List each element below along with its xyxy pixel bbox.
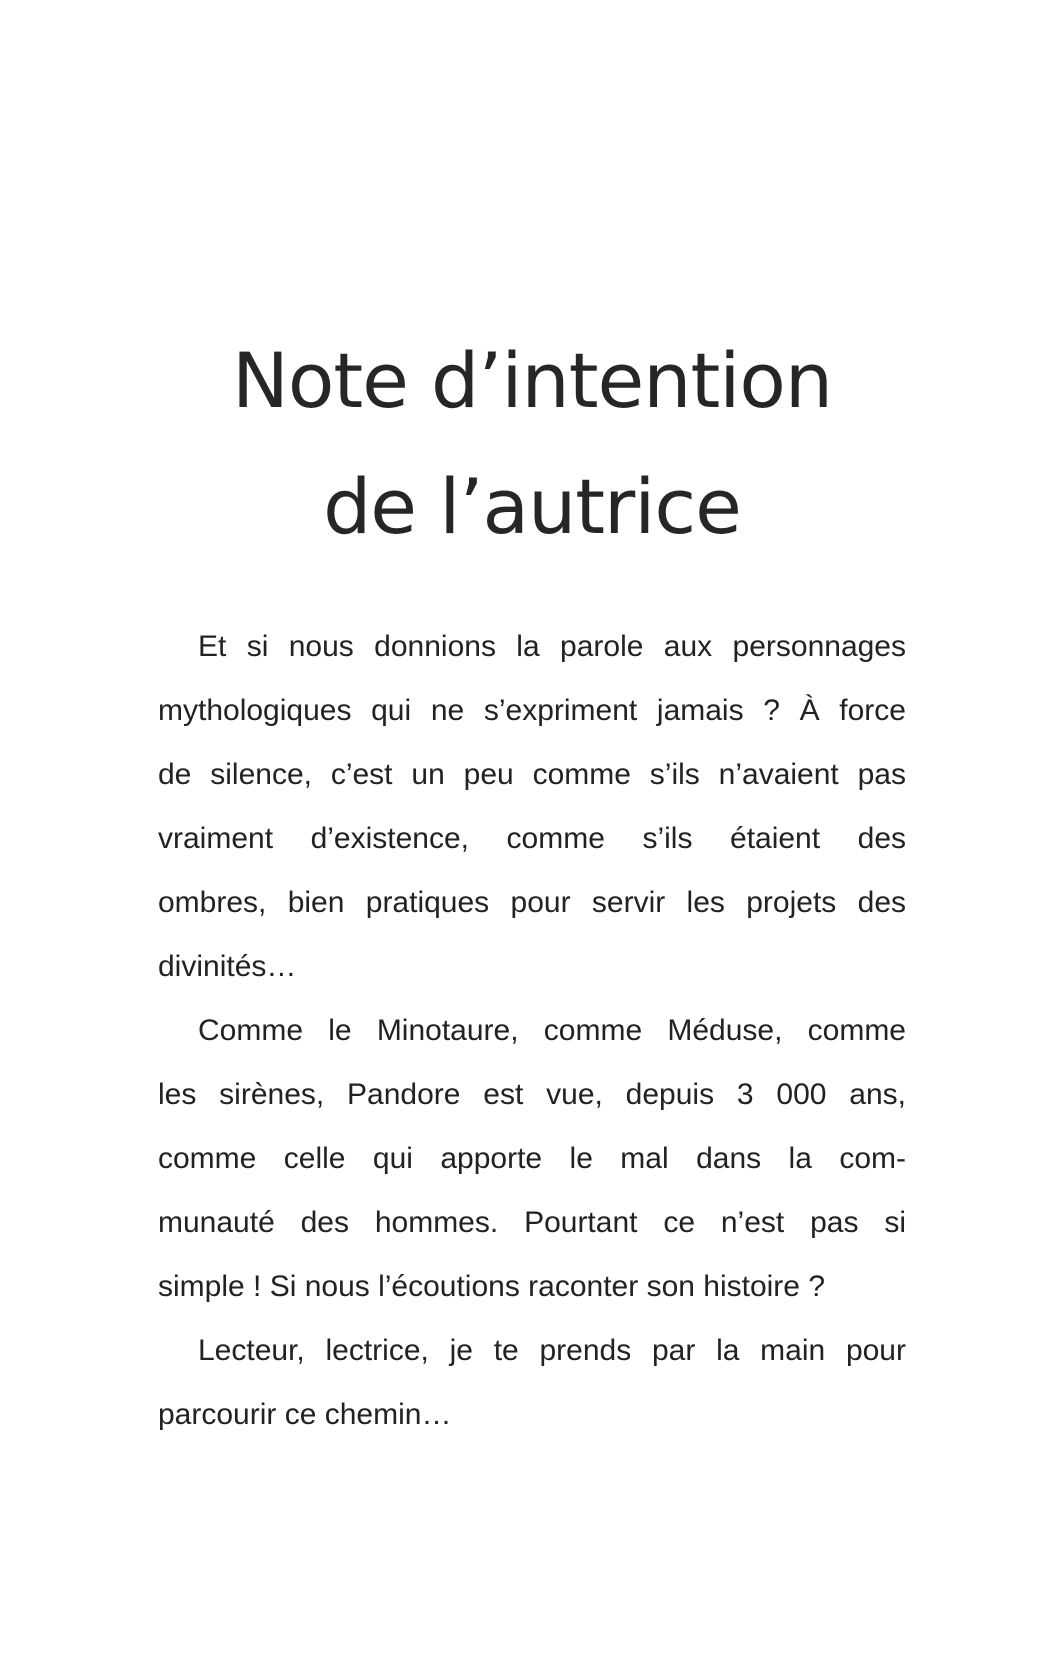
- text-line: ombres, bien pratiques pour servir les projets des: [158, 886, 906, 919]
- text-line: parcourir ce chemin…: [158, 1398, 452, 1431]
- body-text: [158, 615, 906, 1447]
- text-line: les sirènes, Pandore est vue, depuis 3 000 ans,: [158, 1078, 906, 1111]
- text-line: comme celle qui apporte le mal dans la com-: [158, 1142, 906, 1175]
- paragraph-1: [158, 615, 906, 999]
- text-line: simple ! Si nous l’écoutions raconter son histoire ?: [158, 1270, 826, 1303]
- page-title: [0, 318, 1064, 570]
- text-line: divinités…: [158, 950, 297, 983]
- title-line-1: Note d’intention: [231, 336, 833, 425]
- paragraph-3: [158, 1319, 906, 1447]
- text-line: de silence, c’est un peu comme s’ils n’avaient pas: [158, 758, 906, 791]
- paragraph-2: [158, 999, 906, 1319]
- text-line: munauté des hommes. Pourtant ce n’est pas si: [158, 1206, 906, 1239]
- text-line: Et si nous donnions la parole aux personnages: [198, 630, 906, 663]
- text-line: vraiment d’existence, comme s’ils étaient des: [158, 822, 906, 855]
- text-line: Lecteur, lectrice, je te prends par la main pour: [198, 1334, 906, 1367]
- title-line-2: de l’autrice: [323, 462, 741, 551]
- text-line: mythologiques qui ne s’expriment jamais ? À force: [158, 694, 906, 727]
- text-line: Comme le Minotaure, comme Méduse, comme: [198, 1014, 906, 1047]
